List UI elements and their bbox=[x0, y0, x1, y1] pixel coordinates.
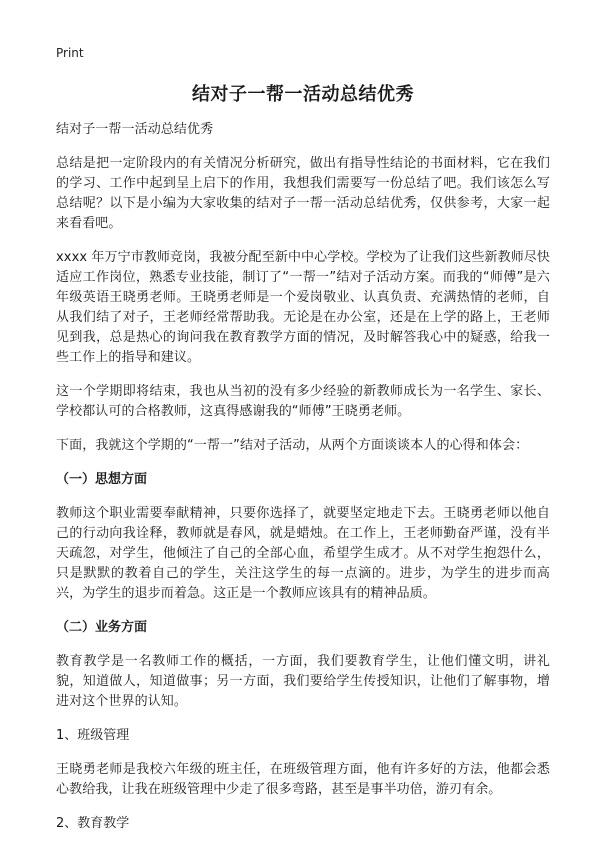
paragraph-1: xxxx 年万宁市教师竞岗，我被分配至新中中心学校。学校为了让我们这些新教师尽快适应工作岗位，熟悉专业技能，制订了“一帮一”结对子活动方案。而我的“师傅”是六年级英语王晓勇老师。王晓勇老师是一个爱岗敬业、认真负责、充满热情的老师，自从我们结了对子，王老师经常帮助我。无论是在办公室，还是在上学的路上，王老师见到我，总是热心的询问我在教育教学方面的情况，及时解答我心中的疑惑，给我一些工作上的指导和建议。 bbox=[56, 250, 550, 365]
list-item-teaching: 2、教育教学 bbox=[56, 816, 130, 831]
document-subtitle: 结对子一帮一活动总结优秀 bbox=[56, 122, 214, 137]
page-title: 结对子一帮一活动总结优秀 bbox=[192, 84, 414, 105]
paragraph-3: 下面，我就这个学期的“一帮一”结对子活动，从两个方面谈谈本人的心得和体会： bbox=[56, 438, 529, 453]
paragraph-6: 王晓勇老师是我校六年级的班主任，在班级管理方面，他有许多好的方法，他都会悉心教给我，让我在班级管理中少走了很多弯路，甚至是事半功倍，游刃有余。 bbox=[56, 762, 550, 797]
section-heading-business: （二）业务方面 bbox=[56, 620, 148, 635]
document-body bbox=[56, 120, 550, 848]
intro-paragraph: 总结是把一定阶段内的有关情况分析研究，做出有指导性结论的书面材料，它在我们的学习、工作中起到呈上启下的作用，我想我们需要写一份总结了吧。我们该怎么写总结呢？以下是小编为大家收集的结对子一帮一活动总结优秀，仅供参考，大家一起来看看吧。 bbox=[56, 156, 550, 231]
paragraph-4: 教师这个职业需要奉献精神，只要你选择了，就要坚定地走下去。王晓勇老师以他自己的行动向我诠释，教师就是春风，就是蜡烛。在工作上，王老师勤奋严谨，没有半天疏忽，对学生，他倾注了自己的全部心血，希望学生成才。从不对学生抱怨什么，只是默默的教着自己的学生，关注这学生的每一点滴的。进步，为学生的进步而高兴，为学生的退步而着急。这正是一个教师应该具有的精神品质。 bbox=[56, 506, 550, 601]
print-link[interactable]: Print bbox=[56, 46, 84, 60]
paragraph-2: 这一个学期即将结束，我也从当初的没有多少经验的新教师成长为一名学生、家长、学校都认可的合格教师，这真得感谢我的“师傅”王晓勇老师。 bbox=[56, 384, 550, 419]
list-item-class-management: 1、班级管理 bbox=[56, 728, 130, 743]
section-heading-thought: （一）思想方面 bbox=[56, 472, 148, 487]
paragraph-5: 教育教学是一名教师工作的概括，一方面，我们要教育学生，让他们懂文明，讲礼貌，知道做人，知道做事；另一方面，我们要给学生传授知识，让他们了解事物，增进对这个世界的认知。 bbox=[56, 654, 550, 709]
